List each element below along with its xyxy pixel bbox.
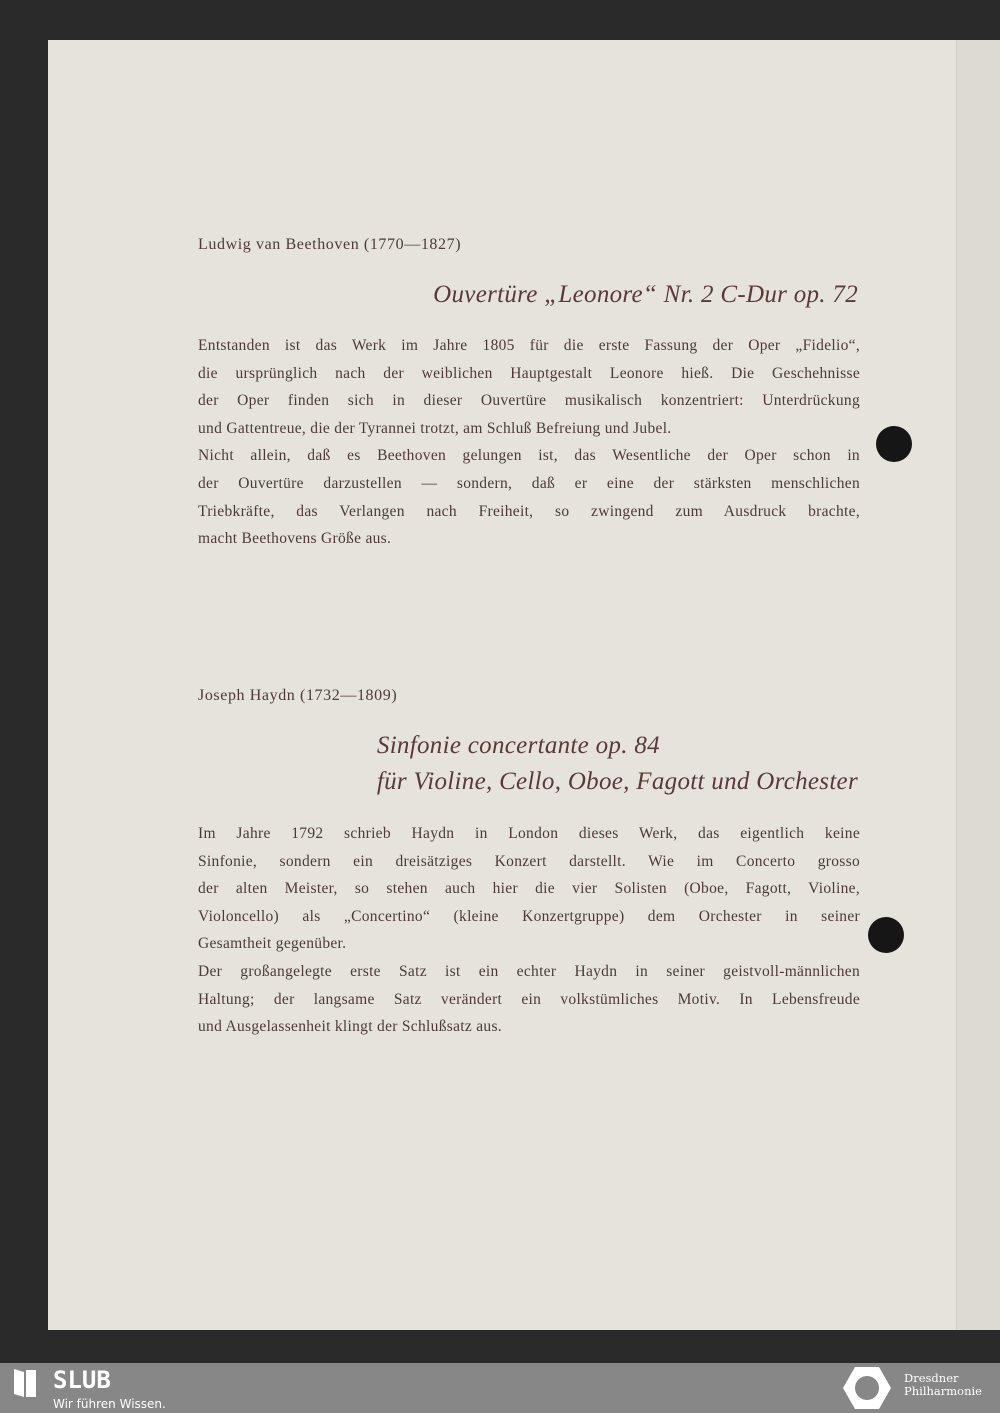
description-leonore (198, 332, 860, 553)
description-sinfonie (198, 820, 860, 1041)
footer-bar (0, 1363, 1000, 1413)
text-line: der alten Meister, so stehen auch hier die vier Solisten (Oboe, Fagott, Violine, (198, 880, 860, 898)
philharmonie-name (904, 1372, 982, 1398)
text-line: Nicht allein, daß es Beethoven gelungen ist, das Wesentliche der Oper schon in (198, 447, 860, 465)
title-line: Sinfonie concertante op. 84 (376, 732, 660, 759)
text-line: und Ausgelassenheit klingt der Schlußsatz aus. (198, 1018, 502, 1036)
punch-hole (868, 917, 904, 953)
work-title-sinfonie (377, 728, 858, 800)
text-line: der Ouvertüre darzustellen — sondern, daß er eine der stärksten menschlichen (198, 474, 860, 492)
slub-tagline: Wir führen Wissen. (53, 1397, 166, 1411)
philharmonie-logo-icon (842, 1365, 892, 1411)
text-line: Haltung; der langsame Satz verändert ein volkstümliches Motiv. In Lebensfreude (198, 990, 860, 1008)
text-line: Im Jahre 1792 schrieb Haydn in London dieses Werk, das eigentlich keine (198, 825, 860, 842)
next-page-edge (956, 40, 1000, 1330)
document-page (48, 40, 956, 1330)
text-line: Triebkräfte, das Verlangen nach Freiheit, so zwingend zum Ausdruck brachte, (198, 502, 860, 520)
slub-logo-text: SLUB (53, 1366, 111, 1394)
text-line: die ursprünglich nach der weiblichen Hauptgestalt Leonore hieß. Die Geschehnisse (198, 364, 860, 382)
composer-haydn: Joseph Haydn (1732—1809) (198, 687, 398, 704)
philharmonie-name-line1: Dresdner (904, 1371, 959, 1385)
text-line: macht Beethovens Größe aus. (198, 530, 392, 548)
work-title-leonore: Ouvertüre „Leonore“ Nr. 2 C-Dur op. 72 (433, 281, 858, 308)
text-line: Entstanden ist das Werk im Jahre 1805 für die erste Fassung der Oper „Fidelio“, (198, 337, 860, 354)
philharmonie-name-line2: Philharmonie (904, 1384, 982, 1398)
composer-beethoven: Ludwig van Beethoven (1770—1827) (198, 236, 462, 253)
title-line: für Violine, Cello, Oboe, Fagott und Orchester (376, 768, 858, 795)
text-line: der Oper finden sich in dieser Ouvertüre musikalisch konzentriert: Unterdrückung (198, 392, 860, 410)
punch-hole (876, 426, 912, 462)
text-line: Gesamtheit gegenüber. (198, 935, 347, 953)
text-line: Sinfonie, sondern ein dreisätziges Konzert darstellt. Wie im Concerto grosso (198, 852, 860, 870)
text-line: und Gattentreue, die der Tyrannei trotzt, am Schluß Befreiung und Jubel. (198, 419, 672, 437)
text-line: Violoncello) als „Concertino“ (kleine Konzertgruppe) dem Orchester in seiner (198, 907, 860, 925)
text-line: Der großangelegte erste Satz ist ein echter Haydn in seiner geistvoll-männlichen (198, 962, 860, 980)
slub-book-icon (10, 1367, 38, 1399)
